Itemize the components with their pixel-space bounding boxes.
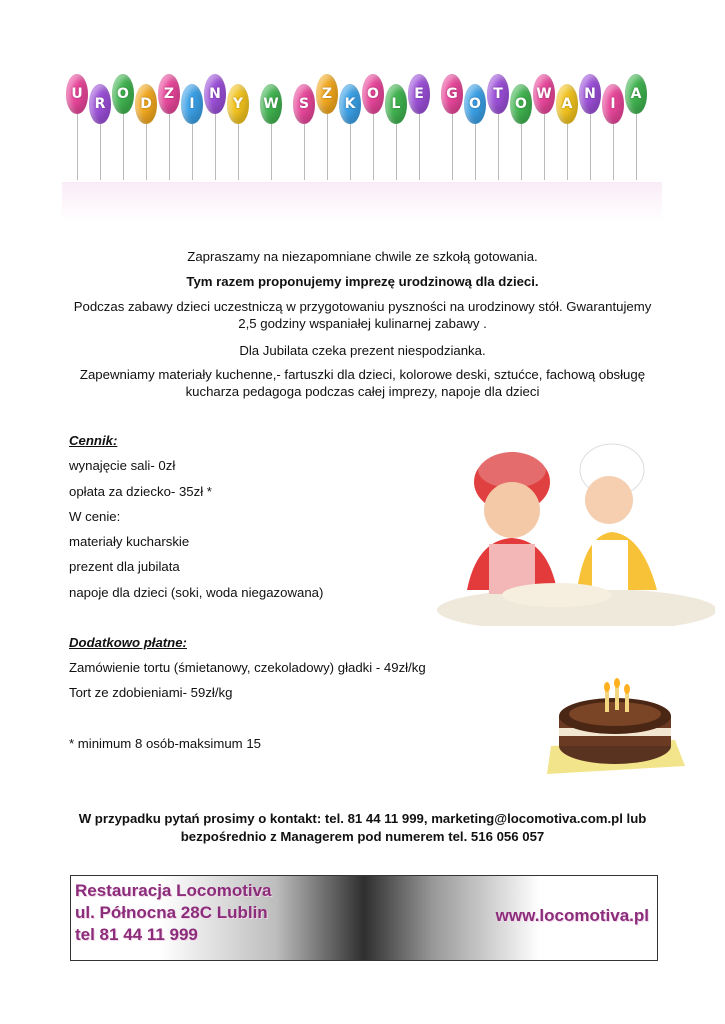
balloon-string: [590, 114, 591, 180]
balloon-letters: [62, 70, 662, 150]
balloon-string: [567, 124, 568, 180]
balloon-string: [123, 114, 124, 180]
balloon-letter: O: [464, 84, 486, 124]
dodatkowo-title: Dodatkowo płatne:: [69, 635, 187, 650]
cennik-item: napoje dla dzieci (soki, woda niegazowana): [69, 585, 324, 600]
birthday-cake-icon: [545, 676, 685, 776]
balloon-string: [238, 124, 239, 180]
restaurant-footer-banner: [70, 875, 658, 961]
intro-line-4: Dla Jubilata czeka prezent niespodzianka.: [239, 343, 486, 358]
balloon-string: [498, 114, 499, 180]
kids-cooking-photo: [437, 440, 715, 626]
cennik-item: opłata za dziecko- 35zł *: [69, 484, 212, 499]
balloon-letter: U: [66, 74, 88, 114]
balloon-string: [544, 114, 545, 180]
restaurant-phone: tel 81 44 11 999: [75, 925, 198, 944]
intro-line-5b: kucharza pedagoga podczas całej imprezy, napoje dla dzieci: [185, 384, 540, 399]
balloon-letter: K: [339, 84, 361, 124]
balloon-letter: I: [602, 84, 624, 124]
balloon-string: [77, 114, 78, 180]
intro-line-2: Tym razem proponujemy imprezę urodzinową dla dzieci.: [186, 274, 539, 289]
balloon-letter: R: [89, 84, 111, 124]
intro-line-5a: Zapewniamy materiały kuchenne,- fartuszki dla dzieci, kolorowe deski, sztućce, fachową obsługę: [79, 367, 646, 382]
restaurant-address: ul. Północna 28C Lublin: [75, 903, 268, 922]
balloon-string: [271, 124, 272, 180]
contact-line-2: bezpośrednio z Managerem pod numerem tel. 516 056 057: [180, 829, 545, 844]
dodatkowo-item: Tort ze zdobieniami- 59zł/kg: [69, 685, 233, 700]
balloon-letter: I: [181, 84, 203, 124]
balloon-letter: N: [204, 74, 226, 114]
balloon-string: [419, 114, 420, 180]
intro-line-3b: 2,5 godziny wspaniałej kulinarnej zabawy .: [238, 316, 487, 331]
balloon-letter: O: [112, 74, 134, 114]
balloon-letter: W: [260, 84, 282, 124]
balloon-string: [373, 114, 374, 180]
balloon-string: [452, 114, 453, 180]
balloon-string: [327, 114, 328, 180]
title-reflection: [62, 182, 662, 222]
website-link[interactable]: www.locomotiva.pl: [495, 906, 649, 925]
cennik-item: prezent dla jubilata: [69, 559, 180, 574]
cennik-item: materiały kucharskie: [69, 534, 190, 549]
dodatkowo-item: Zamówienie tortu (śmietanowy, czekoladowy) gładki - 49zł/kg: [69, 660, 426, 675]
balloon-string: [146, 124, 147, 180]
balloon-letter: Z: [158, 74, 180, 114]
balloon-letter: O: [510, 84, 532, 124]
balloon-letter: O: [362, 74, 384, 114]
balloon-letter: G: [441, 74, 463, 114]
cennik-item: wynajęcie sali- 0zł: [69, 458, 176, 473]
balloon-string: [169, 114, 170, 180]
balloon-title-banner: [62, 62, 662, 222]
balloon-letter: Z: [316, 74, 338, 114]
dodatkowo-note: * minimum 8 osób-maksimum 15: [69, 736, 262, 751]
cennik-title: Cennik:: [69, 433, 118, 448]
balloon-string: [215, 114, 216, 180]
intro-line-1: Zapraszamy na niezapomniane chwile ze szkołą gotowania.: [187, 249, 538, 264]
balloon-string: [636, 114, 637, 180]
balloon-string: [521, 124, 522, 180]
cennik-item: W cenie:: [69, 509, 121, 524]
balloon-string: [350, 124, 351, 180]
balloon-letter: Y: [227, 84, 249, 124]
restaurant-name: Restauracja Locomotiva: [75, 881, 272, 900]
balloon-letter: T: [487, 74, 509, 114]
balloon-letter: D: [135, 84, 157, 124]
contact-info: [50, 810, 675, 846]
balloon-string: [613, 124, 614, 180]
balloon-string: [396, 124, 397, 180]
restaurant-address-block: [75, 880, 272, 946]
balloon-string: [192, 124, 193, 180]
balloon-string: [304, 124, 305, 180]
balloon-letter: A: [556, 84, 578, 124]
balloon-letter: W: [533, 74, 555, 114]
balloon-string: [475, 124, 476, 180]
contact-line-1: W przypadku pytań prosimy o kontakt: tel. 81 44 11 999, marketing@locomotiva.com.pl lub: [78, 811, 647, 826]
balloon-string: [100, 124, 101, 180]
intro-line-3a: Podczas zabawy dzieci uczestniczą w przygotowaniu pyszności na urodzinowy stół. Gwarantujemy: [73, 299, 652, 314]
balloon-letter: E: [408, 74, 430, 114]
balloon-letter: L: [385, 84, 407, 124]
balloon-letter: A: [625, 74, 647, 114]
balloon-letter: N: [579, 74, 601, 114]
balloon-letter: S: [293, 84, 315, 124]
